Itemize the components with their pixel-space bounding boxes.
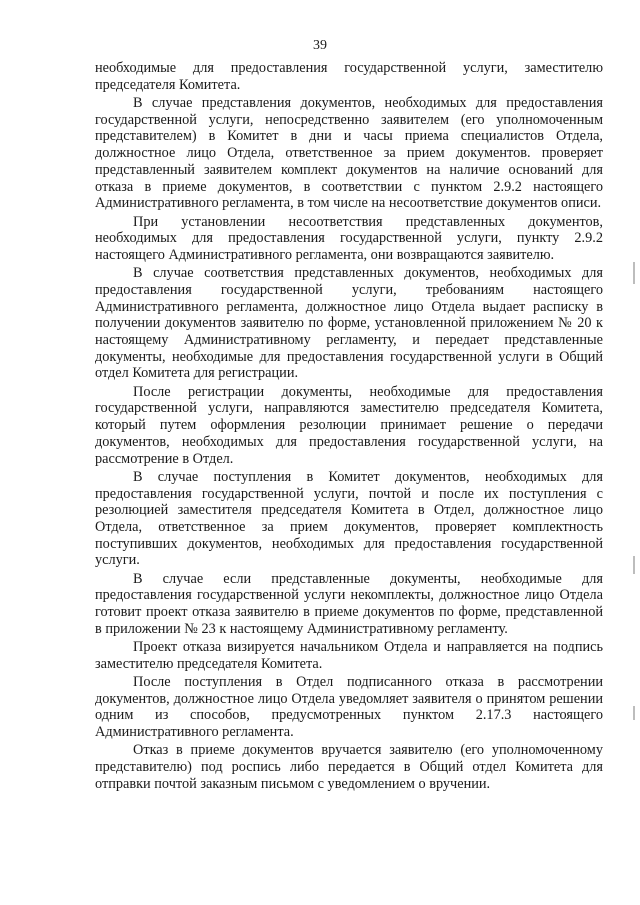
page-number: 39	[313, 38, 327, 53]
scan-margin-mark	[633, 706, 635, 720]
paragraph: В случае представления документов, необходимых для предоставления государственной услуги, непосредственно заявителем (его уполномоченным представителем) в Комитет в дни и часы приема специалистов Отдела, должностное лицо Отдела, ответственное за прием документов. проверяет представленный заявителем комплект документов на наличие оснований для отказа в приеме документов, в соответствии с пунктом 2.9.2 настоящего Административного регламента, в том числе на несоответствие документов описи.	[95, 95, 603, 212]
document-body	[95, 60, 603, 794]
paragraph: В случае поступления в Комитет документов, необходимых для предоставления государственной услуги, почтой и после их поступления с резолюцией заместителя председателя Комитета в Отдел, должностное лицо Отдела, ответственное за прием документов, проверяет комплектность поступивших документов, необходимых для предоставления государственной услуги.	[95, 468, 603, 569]
paragraph: При установлении несоответствия представленных документов, необходимых для предоставления государственной услуги, пункту 2.9.2 настоящего Административного регламента, они возвращаются заявителю.	[95, 213, 603, 263]
paragraph: В случае если представленные документы, необходимые для предоставления государственной услуги некомплекты, должностное лицо Отдела готовит проект отказа заявителю в приеме документов по форме, представленной в приложении № 23 к настоящему Административному регламенту.	[95, 570, 603, 637]
paragraph: В случае соответствия представленных документов, необходимых для предоставления государственной услуги, требованиям настоящего Административного регламента, должностное лицо Отдела выдает расписку в получении документов заявителю по форме, установленной приложением № 20 к настоящему Административному регламенту, и передает представленные документы, необходимые для предоставления государственной услуги в Общий отдел Комитета для регистрации.	[95, 265, 603, 382]
scan-margin-mark	[633, 556, 635, 574]
scan-margin-mark	[633, 262, 635, 284]
paragraph: Проект отказа визируется начальником Отдела и направляется на подпись заместителю председателя Комитета.	[95, 639, 603, 672]
paragraph: Отказ в приеме документов вручается заявителю (его уполномоченному представителю) под роспись либо передается в Общий отдел Комитета для отправки почтой заказным письмом с уведомлением о вручении.	[95, 742, 603, 792]
paragraph: После регистрации документы, необходимые для предоставления государственной услуги, направляются заместителю председателя Комитета, который путем оформления резолюции принимает решение о передачи документов, необходимых для предоставления государственной услуги, на рассмотрение в Отдел.	[95, 383, 603, 467]
paragraph: После поступления в Отдел подписанного отказа в рассмотрении документов, должностное лицо Отдела уведомляет заявителя о принятом решении одним из способов, предусмотренных пунктом 2.17.3 настоящего Административного регламента.	[95, 674, 603, 741]
paragraph: необходимые для предоставления государственной услуги, заместителю председателя Комитета.	[95, 60, 603, 93]
